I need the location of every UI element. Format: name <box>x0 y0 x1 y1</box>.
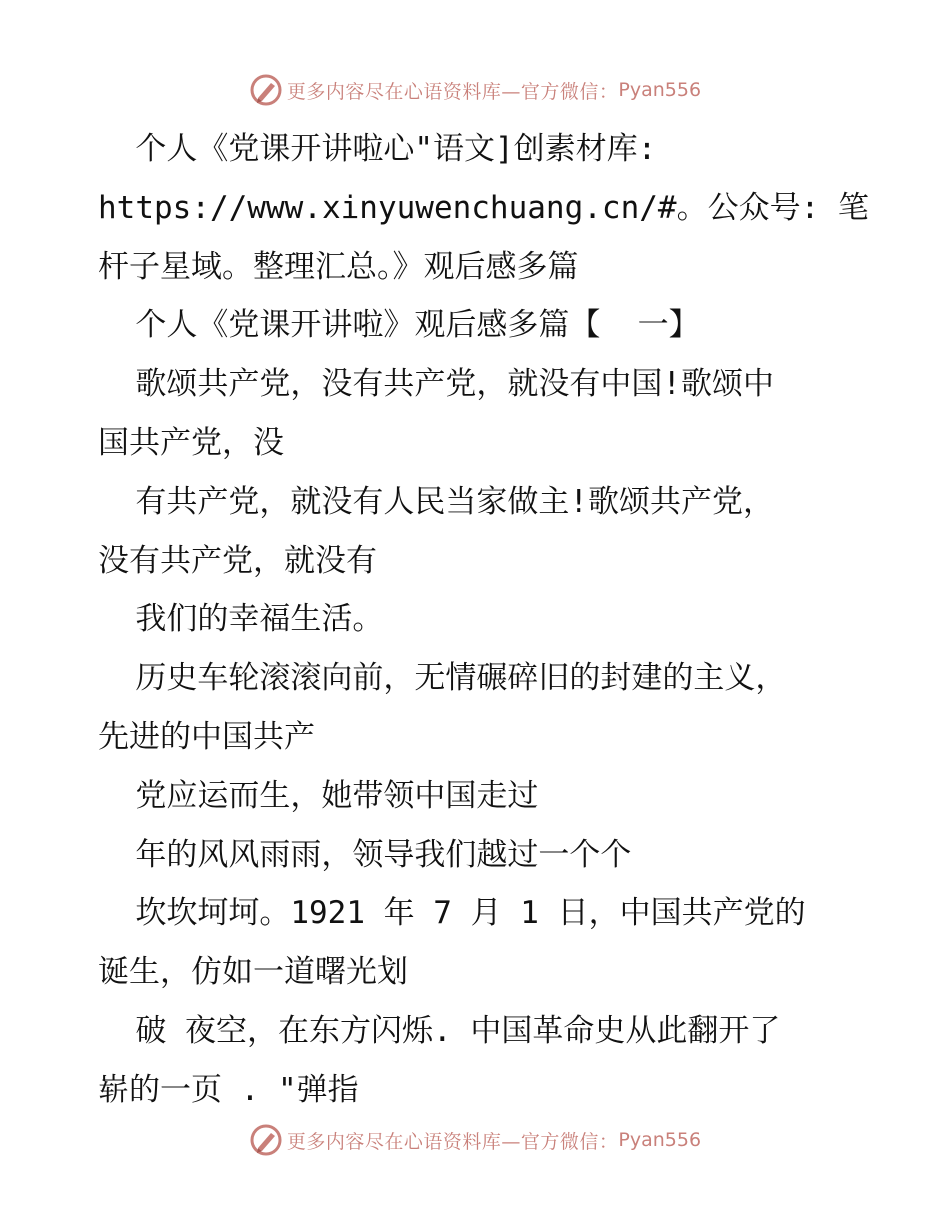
text-line: 国共产党，没 <box>98 424 284 461</box>
text-line: 党应运而生，她带领中国走过 <box>98 777 539 814</box>
text-line: 杆子星域。整理汇总。》观后感多篇 <box>98 248 579 285</box>
text-line: 先进的中国共产 <box>98 718 315 755</box>
document-body <box>98 120 869 1120</box>
section-heading: 个人《党课开讲啦》观后感多篇【 一】 <box>98 307 700 344</box>
watermark-text: 更多内容尽在心语资料库—官方微信： <box>286 80 619 103</box>
watermark-text: 更多内容尽在心语资料库—官方微信： <box>286 1130 619 1153</box>
text-line: 破 夜空，在东方闪烁. 中国革命史从此翻开了 <box>98 1012 781 1049</box>
text-line: https://www.xinyuwenchuang.cn/#。公众号: 笔 <box>98 189 869 226</box>
pen-circle-logo-icon <box>249 1123 283 1157</box>
header-watermark <box>0 70 950 110</box>
text-line: 历史车轮滚滚向前，无情碾碎旧的封建的主义， <box>98 660 787 697</box>
footer-watermark <box>0 1120 950 1160</box>
watermark-wechat-id: Pyan556 <box>618 1129 702 1151</box>
text-line: 诞生，仿如一道曙光划 <box>98 954 408 991</box>
watermark-wechat-id: Pyan556 <box>618 79 702 101</box>
text-line: 年的风风雨雨，领导我们越过一个个 <box>98 836 632 873</box>
text-line: 坎坎坷坷。1921 年 7 月 1 日，中国共产党的 <box>98 895 806 932</box>
text-line: 个人《党课开讲啦心"语文]创素材库: <box>98 131 657 167</box>
text-line: 我们的幸福生活。 <box>98 601 384 638</box>
pen-circle-logo-icon <box>249 73 283 107</box>
text-line: 崭的一页 . "弹指 <box>98 1071 359 1108</box>
text-line: 歌颂共产党，没有共产党，就没有中国!歌颂中 <box>98 366 774 403</box>
text-line: 有共产党，就没有人民当家做主!歌颂共产党， <box>98 483 774 520</box>
text-line: 没有共产党，就没有 <box>98 542 377 579</box>
